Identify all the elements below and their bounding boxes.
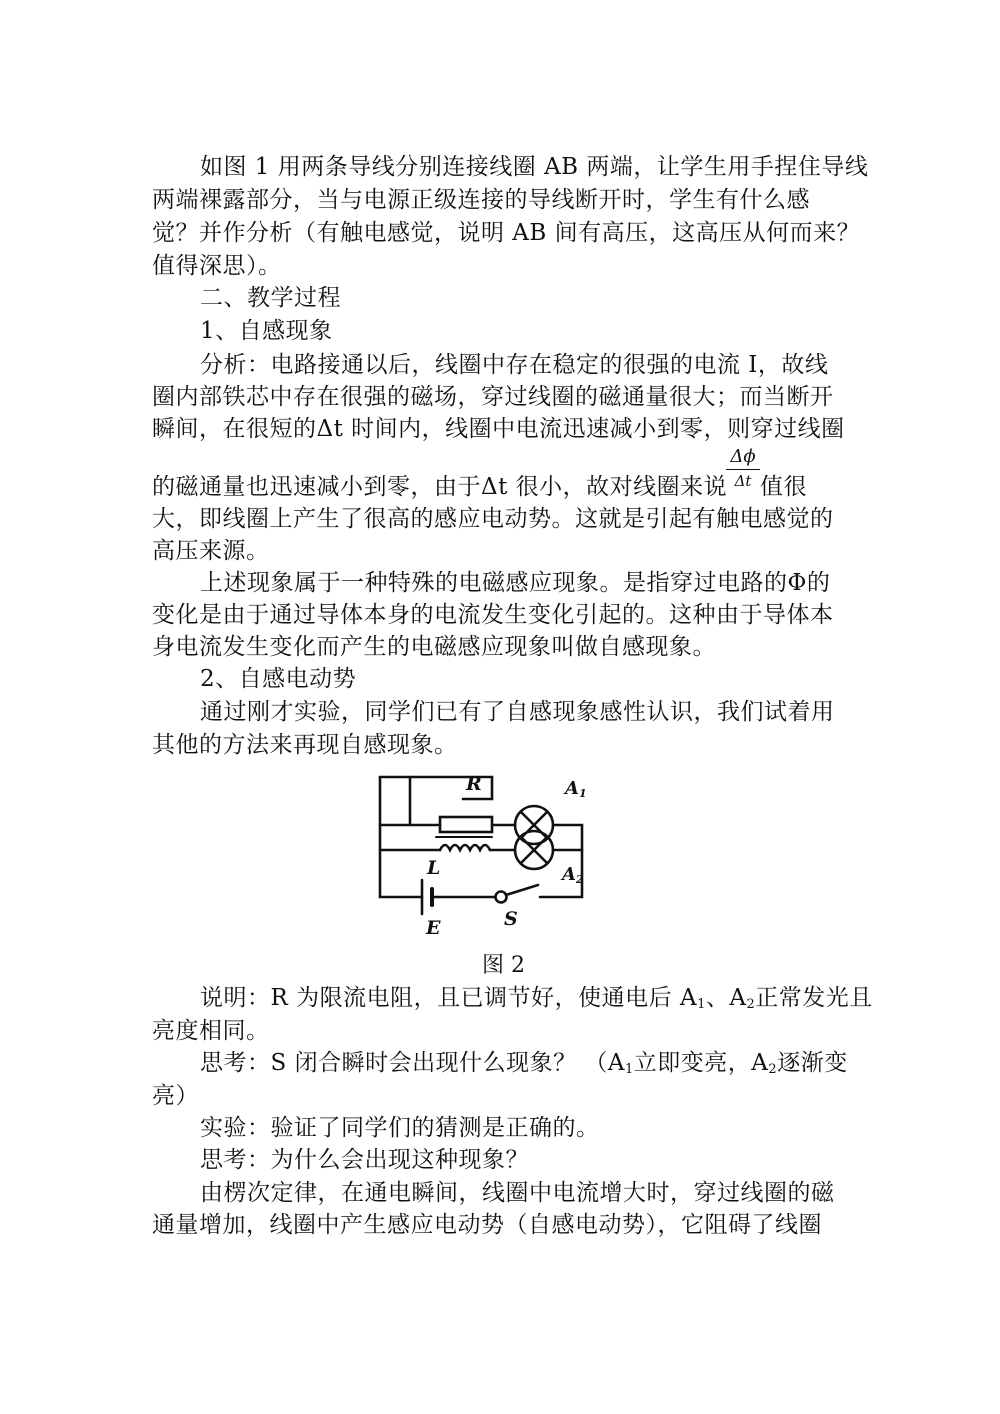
- label-S: S: [504, 908, 518, 930]
- think1-line-2: 亮）: [152, 1083, 199, 1109]
- explain-line-1: 说明：R 为限流电阻，且已调节好，使通电后 $A_1$、$A_2$正常发光且: [200, 985, 873, 1012]
- label-E: E: [426, 917, 441, 939]
- inductor-coil-L: [440, 845, 490, 850]
- analysis-line-1: 分析：电路接通以后，线圈中存在稳定的很强的电流 I，故线: [200, 352, 829, 378]
- phenomenon-line-2: 变化是由于通过导体本身的电流发生变化引起的。这种由于导体本: [152, 602, 834, 628]
- analysis-line-3: 瞬间，在很短的Δt 时间内，线圈中电流迅速减小到零，则穿过线圈: [152, 416, 845, 442]
- label-L: L: [427, 857, 441, 879]
- switch-pivot: [496, 892, 507, 903]
- label-R: R: [466, 773, 482, 795]
- analysis-line-6: 高压来源。: [152, 538, 270, 564]
- analysis-line-4-tail: 值很: [760, 474, 807, 500]
- subsection-heading-1: 1、自感现象: [200, 318, 333, 344]
- analysis-line-4: [152, 472, 727, 502]
- fraction-numerator: Δϕ: [730, 446, 756, 467]
- label-A2: A2: [562, 864, 584, 886]
- phenomenon-line-1: 上述现象属于一种特殊的电磁感应现象。是指穿过电路的Φ的: [200, 570, 831, 596]
- figure-caption: 图 2: [482, 953, 525, 978]
- intro-line-3: 觉？并作分析（有触电感觉，说明 AB 间有高压，这高压从何而来？: [152, 220, 861, 246]
- experiment-intro-line-1: 通过刚才实验，同学们已有了自感现象感性认识，我们试着用: [200, 699, 835, 725]
- intro-line-1: 如图 1 用两条导线分别连接线圈 AB 两端，让学生用手捏住导线: [200, 154, 869, 180]
- experiment-intro-line-2: 其他的方法来再现自感现象。: [152, 732, 458, 758]
- resistor-R: [440, 817, 492, 832]
- subsection-heading-2: 2、自感电动势: [200, 666, 357, 692]
- flux-fraction: [726, 446, 760, 491]
- think1-line-1: 思考：S 闭合瞬时会出现什么现象？ （$A_1$立即变亮，$A_2$逐渐变: [200, 1050, 848, 1077]
- fraction-denominator: Δt: [734, 472, 752, 490]
- think2-line: 思考：为什么会出现这种现象？: [200, 1147, 529, 1173]
- phenomenon-line-3: 身电流发生变化而产生的电磁感应现象叫做自感现象。: [152, 634, 716, 660]
- intro-line-4: 值得深思）。: [152, 253, 282, 279]
- section-heading: 二、教学过程: [200, 285, 341, 311]
- circuit-diagram: [370, 762, 610, 942]
- left-wire: [380, 777, 422, 897]
- analysis-line-2: 圈内部铁芯中存在很强的磁场，穿过线圈的磁通量很大；而当断开: [152, 384, 834, 410]
- switch-lever-S: [506, 885, 538, 895]
- lenz-line-1: 由楞次定律，在通电瞬间，线圈中电流增大时，穿过线圈的磁: [200, 1180, 835, 1206]
- explain-line-2: 亮度相同。: [152, 1018, 270, 1044]
- experiment-line: 实验：验证了同学们的猜测是正确的。: [200, 1115, 600, 1141]
- lenz-line-2: 通量增加，线圈中产生感应电动势（自感电动势），它阻碍了线圈: [152, 1212, 822, 1238]
- label-A1: A1: [565, 778, 587, 800]
- fraction-bar: [726, 469, 760, 470]
- analysis-line-4-text: 的磁通量也迅速减小到零，由于Δt 很小，故对线圈来说: [152, 474, 728, 500]
- analysis-line-5: 大，即线圈上产生了很高的感应电动势。这就是引起有触电感觉的: [152, 506, 834, 532]
- intro-line-2: 两端裸露部分，当与电源正级连接的导线断开时，学生有什么感: [152, 187, 810, 213]
